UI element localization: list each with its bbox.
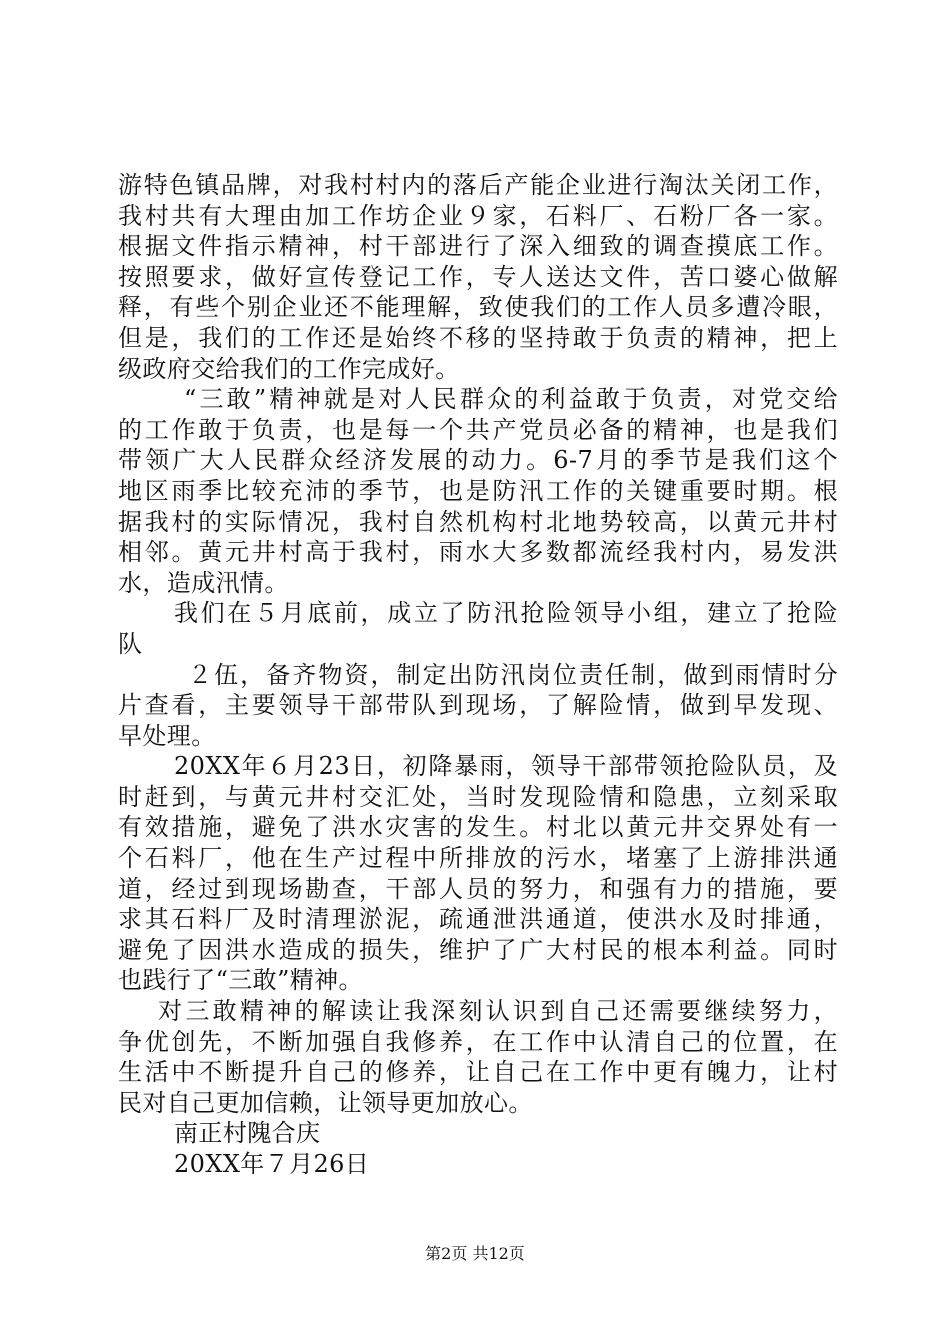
text-line: 我们在５月底前，成立了防汛抢险领导小组，建立了抢险 [174, 599, 838, 628]
text-line: 有效措施，避免了洪水灾害的发生。村北以黄元井交界处有一 [118, 813, 838, 842]
text-line: 级政府交给我们的工作完成好。 [118, 354, 460, 383]
text-line: 的工作敢于负责，也是每一个共产党员必备的精神，也是我们 [118, 415, 838, 444]
text-line: 据我村的实际情况，我村自然机构村北地势较高，以黄元井村 [118, 507, 838, 536]
text-line: 个石料厂，他在生产过程中所排放的污水，堵塞了上游排洪通 [118, 844, 838, 873]
signature-name: 南正村隗合庆 [174, 1119, 321, 1148]
text-line: 生活中不断提升自己的修养，让自己在工作中更有魄力，让村 [118, 1058, 838, 1087]
text-line: 但是，我们的工作还是始终不移的坚持敢于负责的精神，把上 [118, 323, 838, 352]
text-line: ２伍，备齐物资，制定出防汛岗位责任制，做到雨情时分 [188, 660, 838, 689]
text-line: 地区雨季比较充沛的季节，也是防汛工作的关键重要时期。根 [118, 476, 838, 505]
document-body [118, 170, 838, 1180]
text-line: 按照要求，做好宣传登记工作，专人送达文件，苦口婆心做解 [118, 262, 838, 291]
text-line: 相邻。黄元井村高于我村，雨水大多数都流经我村内，易发洪 [118, 538, 838, 567]
text-line: 求其石料厂及时清理淤泥，疏通泄洪通道，使洪水及时排通， [118, 905, 838, 934]
text-line: 20XX年６月23日，初降暴雨，领导干部带领抢险队员，及 [174, 752, 838, 781]
text-line: 时赶到，与黄元井村交汇处，当时发现险情和隐患，立刻采取 [118, 782, 838, 811]
text-line: 片查看，主要领导干部带队到现场，了解险情，做到早发现、 [118, 691, 838, 720]
text-line: 带领广大人民群众经济发展的动力。6-7月的季节是我们这个 [118, 446, 838, 475]
text-line: 避免了因洪水造成的损失，维护了广大村民的根本利益。同时 [118, 935, 838, 964]
text-line: 根据文件指示精神，村干部进行了深入细致的调查摸底工作。 [118, 232, 838, 261]
text-line: 游特色镇品牌，对我村村内的落后产能企业进行淘汰关闭工作， [118, 171, 838, 199]
text-line: 也践行了“三敢”精神。 [118, 966, 363, 995]
text-line: 队 [118, 629, 143, 658]
text-line: “三敢”精神就是对人民群众的利益敢于负责，对党交给 [184, 385, 838, 414]
text-line: 释，有些个别企业还不能理解，致使我们的工作人员多遭冷眼， [118, 293, 838, 322]
text-line: 水，造成汛情。 [118, 568, 289, 597]
signature-date: 20XX年７月26日 [174, 1150, 370, 1178]
text-line: 道，经过到现场勘查，干部人员的努力，和强有力的措施，要 [118, 874, 838, 903]
text-line: 民对自己更加信赖，让领导更加放心。 [118, 1088, 533, 1117]
text-line: 早处理。 [118, 721, 216, 750]
text-line: 我村共有大理由加工作坊企业９家，石料厂、石粉厂各一家。 [118, 201, 838, 230]
text-line: 争优创先，不断加强自我修养，在工作中认清自己的位置，在 [118, 1027, 838, 1056]
page-number: 第2页 共12页 [425, 1244, 525, 1263]
text-line: 对三敢精神的解读让我深刻认识到自己还需要继续努力， [158, 997, 838, 1026]
